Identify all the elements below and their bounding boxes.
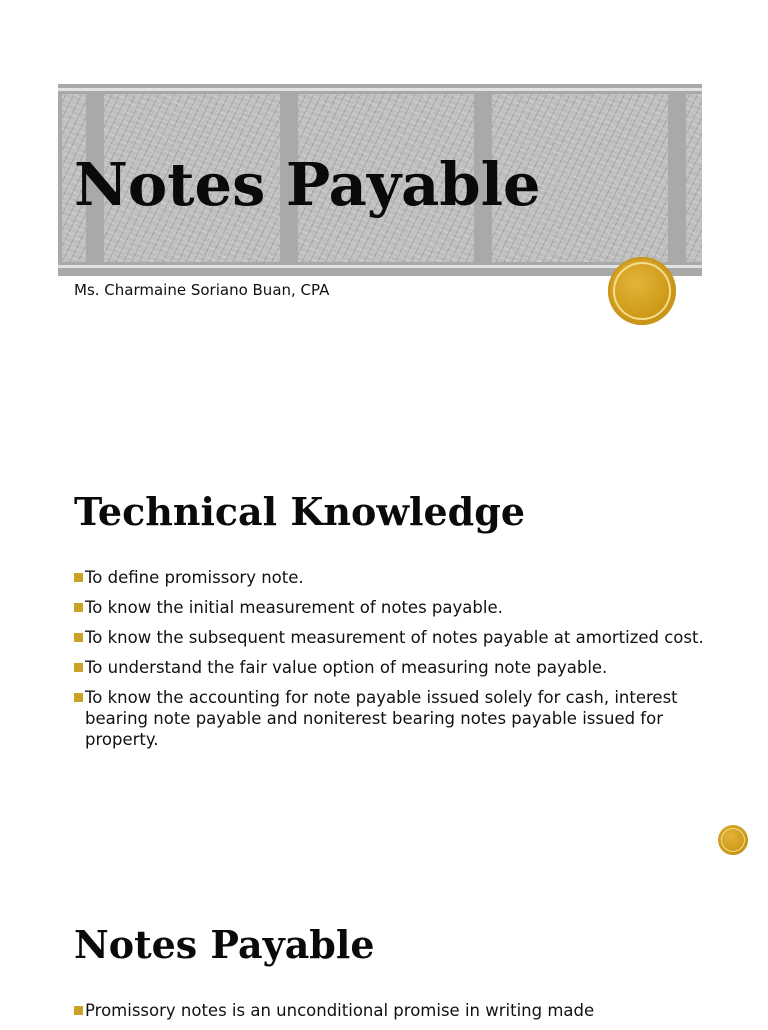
bullet-square-icon	[74, 633, 83, 642]
technical-knowledge-list	[74, 567, 714, 759]
presenter-name: Ms. Charmaine Soriano Buan, CPA	[74, 281, 330, 299]
list-item	[74, 597, 714, 618]
list-item-text: Promissory notes is an unconditional promise in writing made	[85, 1001, 595, 1020]
bullet-square-icon	[74, 1006, 83, 1015]
list-item	[74, 1000, 714, 1021]
gold-circle-ornament-small	[718, 825, 748, 855]
list-item-text: To understand the fair value option of measuring note payable.	[85, 658, 608, 677]
list-item	[74, 657, 714, 678]
bullet-square-icon	[74, 693, 83, 702]
gold-circle-ornament	[608, 257, 676, 325]
banner-top-rule	[58, 88, 702, 91]
notes-payable-heading: Notes Payable	[74, 922, 375, 967]
list-item	[74, 687, 714, 750]
list-item	[74, 627, 714, 648]
notes-payable-list	[74, 1000, 714, 1030]
bullet-square-icon	[74, 603, 83, 612]
list-item-text: To know the initial measurement of notes payable.	[85, 598, 503, 617]
list-item	[74, 567, 714, 588]
banner-bottom-rule	[58, 265, 702, 268]
bullet-square-icon	[74, 663, 83, 672]
list-item-text: To define promissory note.	[85, 568, 304, 587]
slide-title: Notes Payable	[74, 150, 541, 219]
list-item-text: To know the subsequent measurement of notes payable at amortized cost.	[85, 628, 704, 647]
banner-texture-panel	[686, 94, 702, 262]
list-item-text: To know the accounting for note payable issued solely for cash, interest bearing note payable and noniterest bearing notes payable issued for property.	[85, 688, 678, 749]
bullet-square-icon	[74, 573, 83, 582]
technical-knowledge-heading: Technical Knowledge	[74, 489, 525, 534]
